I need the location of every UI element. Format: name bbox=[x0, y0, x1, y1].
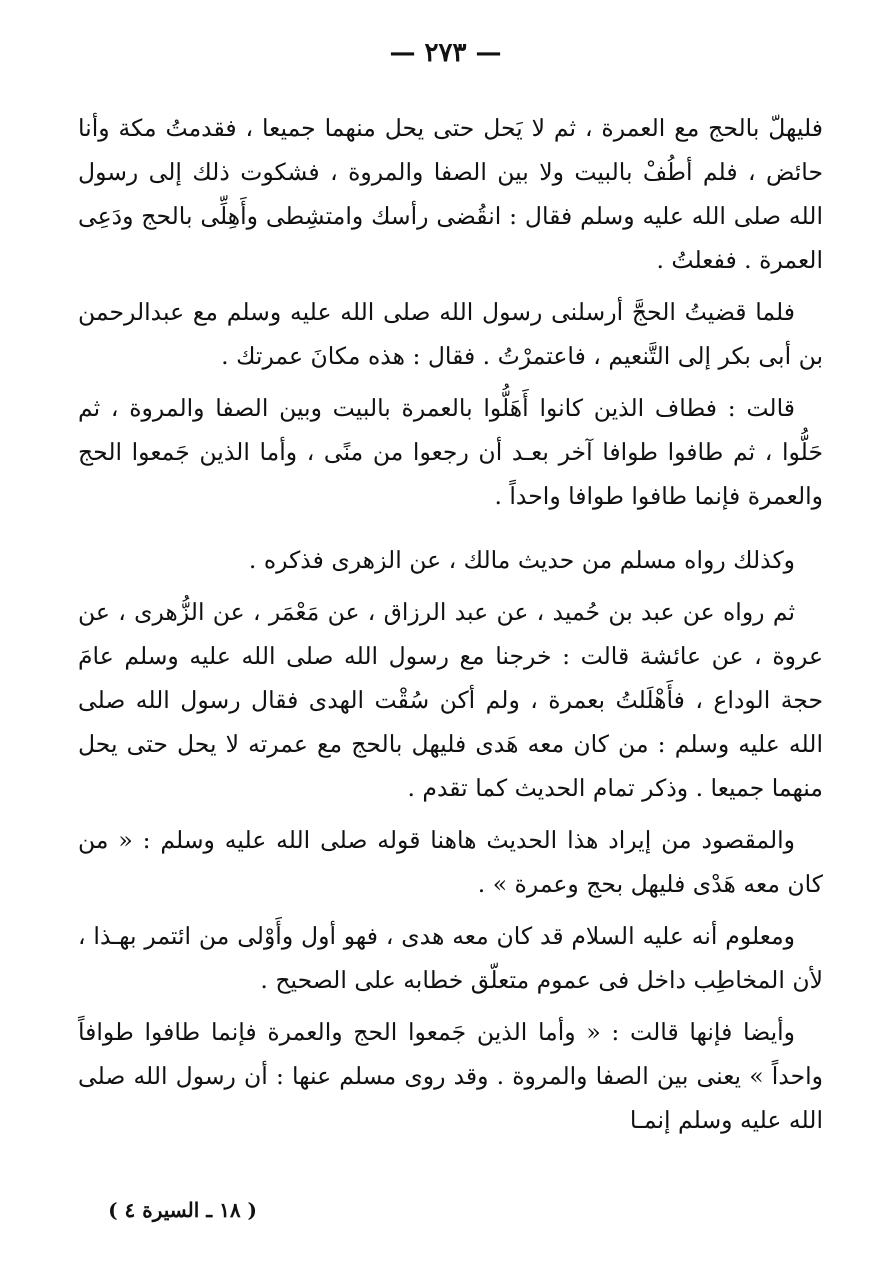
paragraph-7: ومعلوم أنه عليه السلام قد كان معه هدى ، فهو أول وأَوْلى من ائتمر بهـذا ، لأن المخاطِب داخل فى عموم متعلّق خطابه على الصحيح . bbox=[78, 922, 823, 994]
paragraph-8: وأيضا فإنها قالت : « وأما الذين جَمعوا الحج والعمرة فإنما طافوا طوافاً واحداً » يعنى بين الصفا والمروة . وقد روى مسلم عنها : أن رسول الله صلى الله عليه وسلم إنمـا bbox=[78, 1018, 823, 1134]
paragraph-4: وكذلك رواه مسلم من حديث مالك ، عن الزهرى فذكره . bbox=[248, 546, 795, 574]
paragraph-5: ثم رواه عن عبد بن حُميد ، عن عبد الرزاق ، عن مَعْمَر ، عن الزُّهرى ، عن عروة ، عن عائشة قالت : خرجنا مع رسول الله صلى الله عليه وسلم عامَ حجة الوداع ، فأَهْلَلتُ بعمرة ، ولم أكن سُقْت الهدى فقال رسول الله صلى الله عليه وسلم : من كان معه هَدى فليهل بالحج مع عمرته لا يحل حتى يحل منهما جميعا . وذكر تمام الحديث كما تقدم . bbox=[78, 598, 823, 802]
signature-mark: ( ١٨ ـ السيرة ٤ ) bbox=[108, 1198, 257, 1222]
paragraph-3: قالت : فطاف الذين كانوا أَهَلُّوا بالعمرة بالبيت وبين الصفا والمروة ، ثم حَلُّوا ، ثم طافوا طوافا آخر بعـد أن رجعوا من منًى ، وأما الذين جَمعوا الحج والعمرة فإنما طافوا طوافا واحداً . bbox=[78, 394, 823, 510]
body-text bbox=[78, 106, 823, 1142]
paragraph-6: والمقصود من إيراد هذا الحديث هاهنا قوله صلى الله عليه وسلم : « من كان معه هَدْى فليهل بحج وعمرة » . bbox=[78, 826, 823, 898]
paragraph-1: فليهلّ بالحج مع العمرة ، ثم لا يَحل حتى يحل منهما جميعا ، فقدمتُ مكة وأنا حائض ، فلم أطُفْ بالبيت ولا بين الصفا والمروة ، فشكوت ذلك إلى رسول الله صلى الله عليه وسلم فقال : انقُضى رأسك وامتشِطى وأَهِلِّى بالحج ودَعِى العمرة . ففعلتُ . bbox=[78, 114, 823, 274]
paragraph-2: فلما قضيتُ الحجَّ أرسلنى رسول الله صلى الله عليه وسلم مع عبدالرحمن بن أبى بكر إلى التَّنعيم ، فاعتمرْتُ . فقال : هذه مكانَ عمرتك . bbox=[78, 298, 823, 370]
page-number: — ٢٧٣ — bbox=[389, 38, 502, 68]
